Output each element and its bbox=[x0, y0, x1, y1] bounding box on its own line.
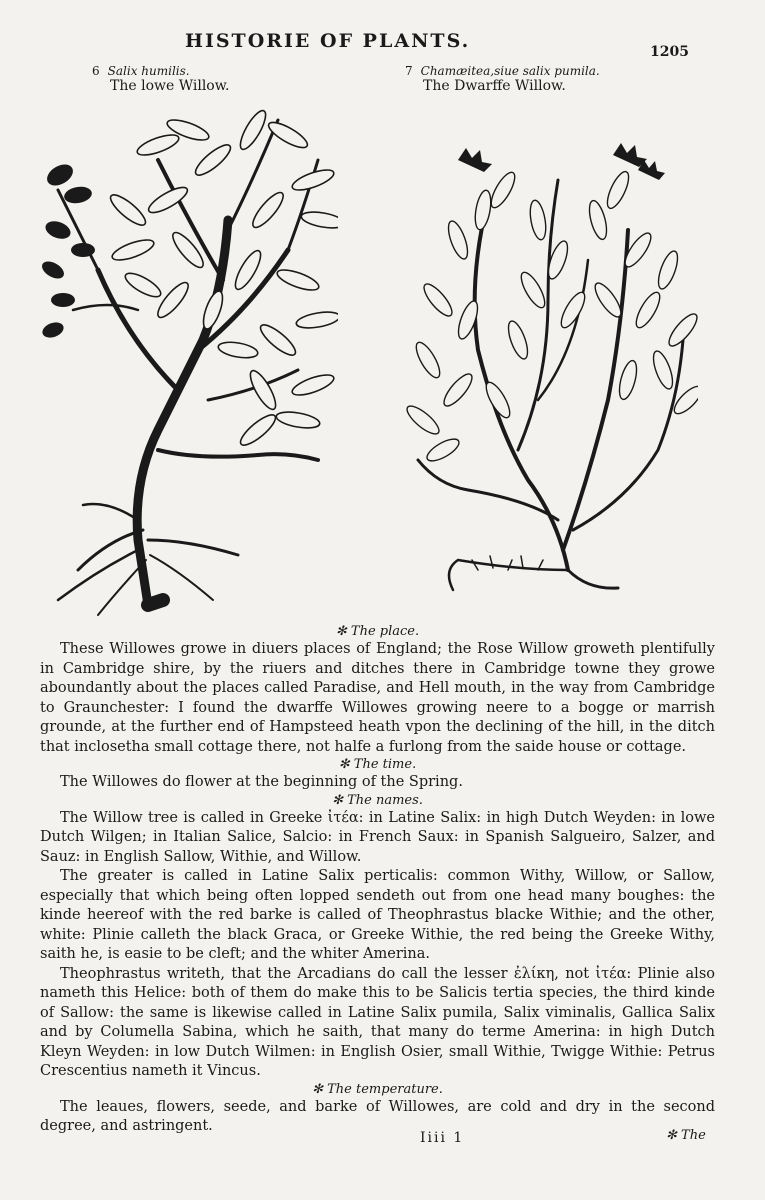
paragraph-temperature: The leaues, flowers, seede, and barke of Willowes, are cold and dry in the second degree, and astringent. bbox=[40, 1098, 715, 1134]
main-text bbox=[40, 624, 715, 1137]
figure-number: 7 bbox=[405, 64, 413, 78]
section-heading-names: ✻ The names. bbox=[332, 792, 423, 808]
dwarf-willow-woodcut bbox=[398, 100, 698, 610]
figure-latin-name: Chamæitea,siue salix pumila. bbox=[420, 64, 600, 78]
paragraph-time: The Willowes do flower at the beginning of the Spring. bbox=[60, 774, 463, 790]
page-number: 1205 bbox=[650, 44, 689, 60]
signature-mark: Iiii 1 bbox=[420, 1130, 465, 1146]
paragraph-names-1: The Willow tree is called in Greeke ἰτέα: in Latine Salix: in high Dutch Weyden: in lowe Dutch Wilgen; in Italian Salice, Salcio: in French Saux: in Spanish Salgueiro, Salzer, and Sauz: in English Sallow, Withie, and Willow. bbox=[40, 809, 715, 865]
figure-latin-name: Salix humilis. bbox=[107, 64, 190, 78]
section-heading-time: ✻ The time. bbox=[338, 757, 417, 772]
low-willow-woodcut bbox=[38, 100, 338, 620]
figure-english-name: The Dwarffe Willow. bbox=[423, 78, 566, 94]
paragraph-names-2: The greater is called in Latine Salix perticalis: common Withy, Willow, or Sallow, especially that which being often lopped sendeth out from one head many boughes: the kinde heereof with the red barke is called of Theophrastus blacke Withie; and the other, white: Plinie calleth the black Graca, or Greeke Withie, the red being the Greeke Withy, saith he, is easie to be cleft; and the whiter Amerina. bbox=[40, 868, 715, 962]
running-head: HISTORIE OF PLANTS. bbox=[185, 30, 471, 52]
paragraph-names-3: Theophrastus writeth, that the Arcadians do call the lesser ἐλίκη, not ἰτέα: Plinie also nameth this Helice: both of them do make this to be Salicis tertia species, the third kinde of Sallow: the same is likewise called in Latine Salix pumila, Salix viminalis, Gallica Salix and by Columella Sabina, which he saith, that many do terme Amerina: in high Dutch Kleyn Weyden: in low Dutch Wilmen: in English Osier, small Withie, Twigge Withie: Petrus Crescentius nameth it Vincus. bbox=[40, 965, 715, 1079]
section-heading-place: ✻ The place. bbox=[335, 624, 420, 639]
figure-caption-left bbox=[92, 64, 230, 94]
figure-english-name: The lowe Willow. bbox=[110, 78, 230, 94]
catchword: ✻ The bbox=[666, 1128, 706, 1143]
section-heading-temperature: ✻ The temperature. bbox=[312, 1081, 443, 1097]
figure-caption-right bbox=[405, 64, 600, 94]
figure-number: 6 bbox=[92, 64, 100, 78]
paragraph-place: These Willowes growe in diuers places of England; the Rose Willow groweth plentifully in Cambridge shire, by the riuers and ditches there in Cambridge towne they growe aboundantly about the places called Paradise, and Hell mouth, in the way from Cambridge to Graunchester: I found the dwarffe Willowes growing neere to a bogge or marrish grounde, at the further end of Hampsteed heath vpon the declining of the hill, in the ditch that inclosetha small cottage there, not halfe a furlong from the saide house or cottage. bbox=[40, 641, 715, 755]
